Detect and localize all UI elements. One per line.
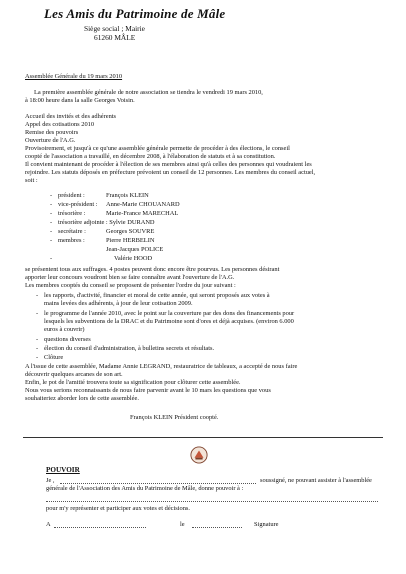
member-role: trésorière adjointe : Sylvie DURAND <box>58 219 155 226</box>
order-item: questions diverses <box>44 336 91 343</box>
paragraph-line: Les membres cooptés du conseil se proposent de présenter l'ordre du jour suivant : <box>25 282 236 289</box>
agenda-item: Appel des cotisations 2010 <box>25 121 95 128</box>
paragraph-line: Provisoirement, et jusqu'à ce qu'une assemblée générale permette de procéder à des élections, le conseil <box>25 145 290 152</box>
agenda-item: Remise des pouvoirs <box>25 129 79 136</box>
member-name: Jean-Jacques POLICE <box>106 246 164 253</box>
member-role: président : <box>58 192 85 199</box>
date-field[interactable] <box>192 519 242 528</box>
proxy-title: POUVOIR <box>46 466 80 474</box>
paragraph-line: Enfin, le pot de l'amitié trouvera toute sa signification pour clôturer cette assemblée. <box>25 379 241 386</box>
agenda-item: Ouverture de l'A.G. <box>25 137 76 144</box>
paragraph-line: se présentent tous aux suffrages. 4 postes peuvent donc encore être pourvus. Les personnes désirant <box>25 266 280 273</box>
paragraph-line: coopté de l'association a travaillé, en décembre 2008, à l'élaboration de statuts et à sa constitution. <box>25 153 276 160</box>
member-name: François KLEIN <box>106 192 149 199</box>
member-role: trésorière : <box>58 210 86 217</box>
association-emblem-icon <box>190 446 208 464</box>
member-name: Georges SOUVRE <box>106 228 155 235</box>
place-field[interactable] <box>54 519 146 528</box>
signature-label: Signature <box>254 521 279 528</box>
proxy-line: Je , <box>46 477 55 484</box>
paragraph-line: soit : <box>25 177 38 184</box>
order-item: le programme de l'année 2010, avec le point sur la couverture par des dons des financements pour <box>44 310 295 317</box>
paragraph-line: apporter leur concours voudront bien se faire connaître avant l'ouverture de l'A.G. <box>25 274 235 281</box>
member-name: Anne-Marie CHOUANARD <box>106 201 180 208</box>
association-title: Les Amis du Patrimoine de Mâle <box>44 6 226 21</box>
proxy-delegate-field[interactable] <box>46 493 378 502</box>
order-item: Clôture <box>44 354 64 361</box>
proxy-line: générale de l'Association des Amis du Patrimoine de Mâle, donne pouvoir à : <box>46 485 244 492</box>
intro-line: à 18:00 heure dans la salle Georges Voisin. <box>25 97 135 104</box>
order-item: euros à couvrir) <box>44 326 85 333</box>
place-label: A <box>46 521 51 528</box>
paragraph-line: rejoindre. Les statuts déposés en préfecture prévoient un conseil de 12 personnes. Les membres du conseil actuel, <box>25 169 316 176</box>
paragraph-line: souhaiteriez aborder lors de cette assemblée. <box>25 395 139 402</box>
paragraph-line: Il convient maintenant de procéder à l'élection de ses membres ainsi qu'à celles des personnes qui voudraient les <box>25 161 312 168</box>
member-name: Pierre HERBELIN <box>106 237 155 244</box>
agenda-item: Accueil des invités et des adhérents <box>25 113 117 120</box>
member-name: Marie-France MARECHAL <box>106 210 179 217</box>
date-label: le <box>180 521 185 528</box>
address-line-1: Siège social ; Mairie <box>84 24 145 33</box>
section-divider <box>23 437 383 438</box>
meeting-heading: Assemblée Générale du 19 mars 2010 <box>25 73 123 80</box>
paragraph-line: Nous vous serions reconnaissants de nous faire parvenir avant le 10 mars les questions que vous <box>25 387 271 394</box>
member-role: secrétaire : <box>58 228 86 235</box>
order-item: mains levées des adhérents, à jour de leur cotisation 2009. <box>44 300 193 307</box>
address-line-2: 61260 MÂLE <box>94 33 136 42</box>
intro-line: La première assemblée générale de notre association se tiendra le vendredi 19 mars 2010, <box>34 89 263 96</box>
order-item: lesquels les subventions de la DRAC et du Patrimoine sont d'ores et déjà acquises. (environ 6.000 <box>44 318 294 325</box>
proxy-line: pour m'y représenter et participer aux votes et décisions. <box>46 505 191 512</box>
paragraph-line: A l'issue de cette assemblée, Madame Annie LEGRAND, restauratrice de tableaux, a accepté de nous faire <box>25 363 298 370</box>
document-page: Les Amis du Patrimoine de Mâle Siège social ; Mairie 61260 MÂLE Assemblée Générale du 19 mars 2010 La première assemblée générale de notre association se tiendra le vendredi 19 mars 2010, à 18:00 heure dans la salle Georges Voisin. Accueil des invités et des adhérents Appel des cotisations 2010 Remise des pouvoirs Ouverture de l'A.G. Provisoirement, et jusqu'à ce qu'une assemblée générale permette de procéder à des élections, le conseil coopté de l'association a travaillé, en décembre 2008, à l'élaboration de statuts et à sa constitution. Il convient maintenant de procéder à l'élection de ses membres ainsi qu'à celles des personnes qui voudraient les rejoindre. Les statuts déposés en préfecture prévoient un conseil de 12 personnes. Les membres du conseil actuel, soit : - président : François KLEIN - vice-président : Anne-Marie CHOUANARD - trésorière : Marie-France MARECHAL - trésorière adjointe : Sylvie DURAND - secrétaire : Georges SOUVRE - membres : Pierre HERBELIN Jean-Jacques POLICE - Valérie HOOD se présentent tous aux suffrages. 4 postes peuvent donc encore être pourvus. Les personnes désirant apporter leur concours voudront bien se faire connaître avant l'ouverture de l'A.G. Les membres cooptés du conseil se proposent de présenter l'ordre du jour suivant : - les rapports, d'activité, financier et moral de cette année, qui seront proposés aux votes à mains levées des adhérents, à jour de leur cotisation 2009. - le programme de l'année 2010, avec le point sur la couverture par des dons des financements pour lesquels les subventions de la DRAC et du Patrimoine sont d'ores et déjà acquises. (environ 6.000 euros à couvrir) - questions diverses - élection du conseil d'administration, à bulletins secrets et résultats. - Clôture A l'issue de cette assemblée, Madame Annie LEGRAND, restauratrice de tableaux, a accepté de nous faire découvrir quelques arcanes de son art. Enfin, le pot de l'amitié trouvera toute sa signification pour clôturer cette assemblée. Nous vous serions reconnaissants de nous faire parvenir avant le 10 mars les questions que vous souhaiteriez aborder lors de cette assemblée. François KLEIN Président coopté. POUVOIR Je , soussigné, ne pouvant assister à l'assemblée générale de l'Association des Amis du Patrimoine de Mâle, donne pouvoir à : pour m'y représenter et participer aux votes et décisions. A le Signature <box>0 0 406 574</box>
proxy-line: soussigné, ne pouvant assister à l'assemblée <box>260 477 372 484</box>
order-item: élection du conseil d'administration, à bulletins secrets et résultats. <box>44 345 215 352</box>
signature-line: François KLEIN Président coopté. <box>130 414 219 421</box>
order-item: les rapports, d'activité, financier et moral de cette année, qui seront proposés aux votes à <box>44 292 270 299</box>
member-role: vice-président : <box>58 201 98 208</box>
proxy-name-field[interactable] <box>60 475 256 484</box>
paragraph-line: découvrir quelques arcanes de son art. <box>25 371 123 378</box>
member-name: Valérie HOOD <box>114 255 153 262</box>
member-role: membres : <box>58 237 85 244</box>
